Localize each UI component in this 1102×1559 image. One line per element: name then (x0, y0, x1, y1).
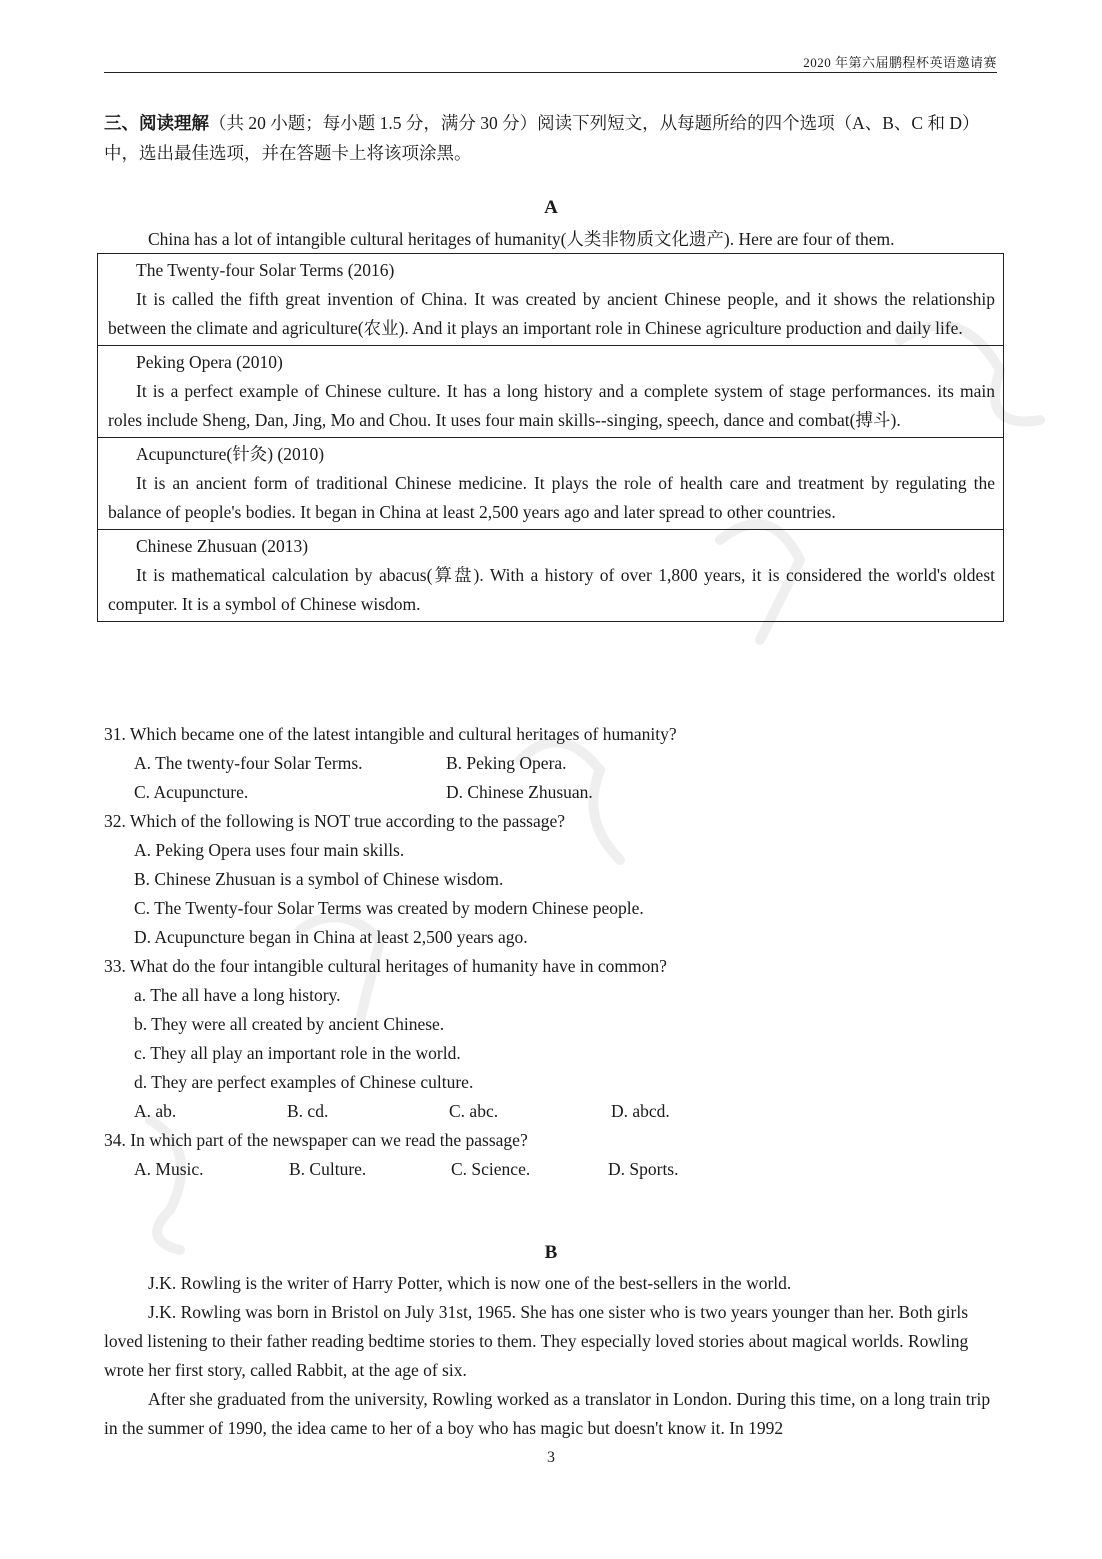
heritage-body: It is mathematical calculation by abacus(算盘). With a history of over 1,800 years, it is considered the world's oldest computer. It is a symbol of Chinese wisdom. (108, 565, 995, 614)
option-c: C. Acupuncture. (134, 782, 249, 802)
option-a: A. ab. (134, 1101, 177, 1121)
heritage-title: The Twenty-four Solar Terms (2016) (136, 260, 395, 280)
heritage-item (98, 529, 1003, 621)
statement-c: c. They all play an important role in the world. (134, 1043, 461, 1063)
option-b: B. Peking Opera. (446, 753, 567, 773)
option-d: D. Chinese Zhusuan. (446, 782, 593, 802)
passage-b-paragraph: J.K. Rowling was born in Bristol on July 31st, 1965. She has one sister who is two years younger than her. Both girls loved listening to their father reading bedtime stories to them. They especially loved stories about magical worlds. Rowling wrote her first story, called Rabbit, at the age of six. (104, 1302, 969, 1380)
heritage-body: It is called the fifth great invention of China. It was created by ancient Chinese people, and it shows the relationship between the climate and agriculture(农业). And it plays an important role in Chinese agriculture production and daily life. (108, 289, 995, 338)
passage-b-paragraph: After she graduated from the university, Rowling worked as a translator in London. During this time, on a long train trip in the summer of 1990, the idea came to her of a boy who has magic but doesn't know it. In 1992 (104, 1389, 991, 1438)
option-d: D. Sports. (608, 1159, 679, 1179)
heritage-body: It is an ancient form of traditional Chinese medicine. It plays the role of health care and treatment by regulating the balance of people's bodies. It began in China at least 2,500 years ago and later spread to other countries. (108, 473, 995, 522)
heritage-table (97, 253, 1004, 622)
heritage-title: Acupuncture(针灸) (2010) (136, 444, 325, 464)
questions-block (104, 720, 997, 1184)
option-c: C. The Twenty-four Solar Terms was created by modern Chinese people. (134, 898, 644, 918)
heritage-item (98, 437, 1003, 529)
passage-a-title: A (544, 197, 558, 218)
heritage-title: Chinese Zhusuan (2013) (136, 536, 309, 556)
heritage-body: It is a perfect example of Chinese culture. It has a long history and a complete system of stage performances. its main roles include Sheng, Dan, Jing, Mo and Chou. It uses four main skills--singing, speech, dance and combat(搏斗). (108, 381, 995, 430)
heritage-item (98, 345, 1003, 437)
option-b: B. Culture. (289, 1159, 367, 1179)
option-d: D. Acupuncture began in China at least 2,500 years ago. (134, 927, 528, 947)
passage-a-intro: China has a lot of intangible cultural heritages of humanity(人类非物质文化遗产). Here are four of them. (148, 229, 895, 249)
question-31-options-row (104, 749, 997, 778)
option-c: C. Science. (451, 1159, 531, 1179)
option-d: D. abcd. (611, 1101, 670, 1121)
option-a: A. Peking Opera uses four main skills. (134, 840, 405, 860)
page-number: 3 (547, 1449, 555, 1466)
option-a: A. The twenty-four Solar Terms. (134, 753, 363, 773)
passage-b-title: B (544, 1242, 558, 1263)
option-c: C. abc. (449, 1101, 499, 1121)
option-b: B. cd. (287, 1101, 329, 1121)
section-instructions (104, 108, 997, 168)
passage-b-paragraph: J.K. Rowling is the writer of Harry Potter, which is now one of the best-sellers in the world. (148, 1273, 792, 1293)
question-31-stem: 31. Which became one of the latest intangible and cultural heritages of humanity? (104, 724, 677, 744)
heritage-item (98, 254, 1003, 345)
statement-a: a. The all have a long history. (134, 985, 341, 1005)
option-b: B. Chinese Zhusuan is a symbol of Chinese wisdom. (134, 869, 504, 889)
section-heading: 三、阅读理解 (104, 113, 209, 133)
passage-b (104, 1269, 997, 1443)
question-33-stem: 33. What do the four intangible cultural heritages of humanity have in common? (104, 956, 667, 976)
option-a: A. Music. (134, 1159, 204, 1179)
question-32-stem: 32. Which of the following is NOT true according to the passage? (104, 811, 566, 831)
statement-d: d. They are perfect examples of Chinese culture. (134, 1072, 474, 1092)
question-33-options-row (104, 1097, 997, 1126)
heritage-title: Peking Opera (2010) (136, 352, 283, 372)
header-rule (104, 72, 997, 73)
instructions-text: （共 20 小题；每小题 1.5 分，满分 30 分）阅读下列短文，从每题所给的四个选项（A、B、C 和 D）中，选出最佳选项，并在答题卡上将该项涂黑。 (104, 113, 980, 163)
statement-b: b. They were all created by ancient Chinese. (134, 1014, 445, 1034)
question-34-stem: 34. In which part of the newspaper can we read the passage? (104, 1130, 528, 1150)
question-31-options-row (104, 778, 997, 807)
question-34-options-row (104, 1155, 997, 1184)
page-header: 2020 年第六届鹏程杯英语邀请赛 (803, 55, 997, 70)
